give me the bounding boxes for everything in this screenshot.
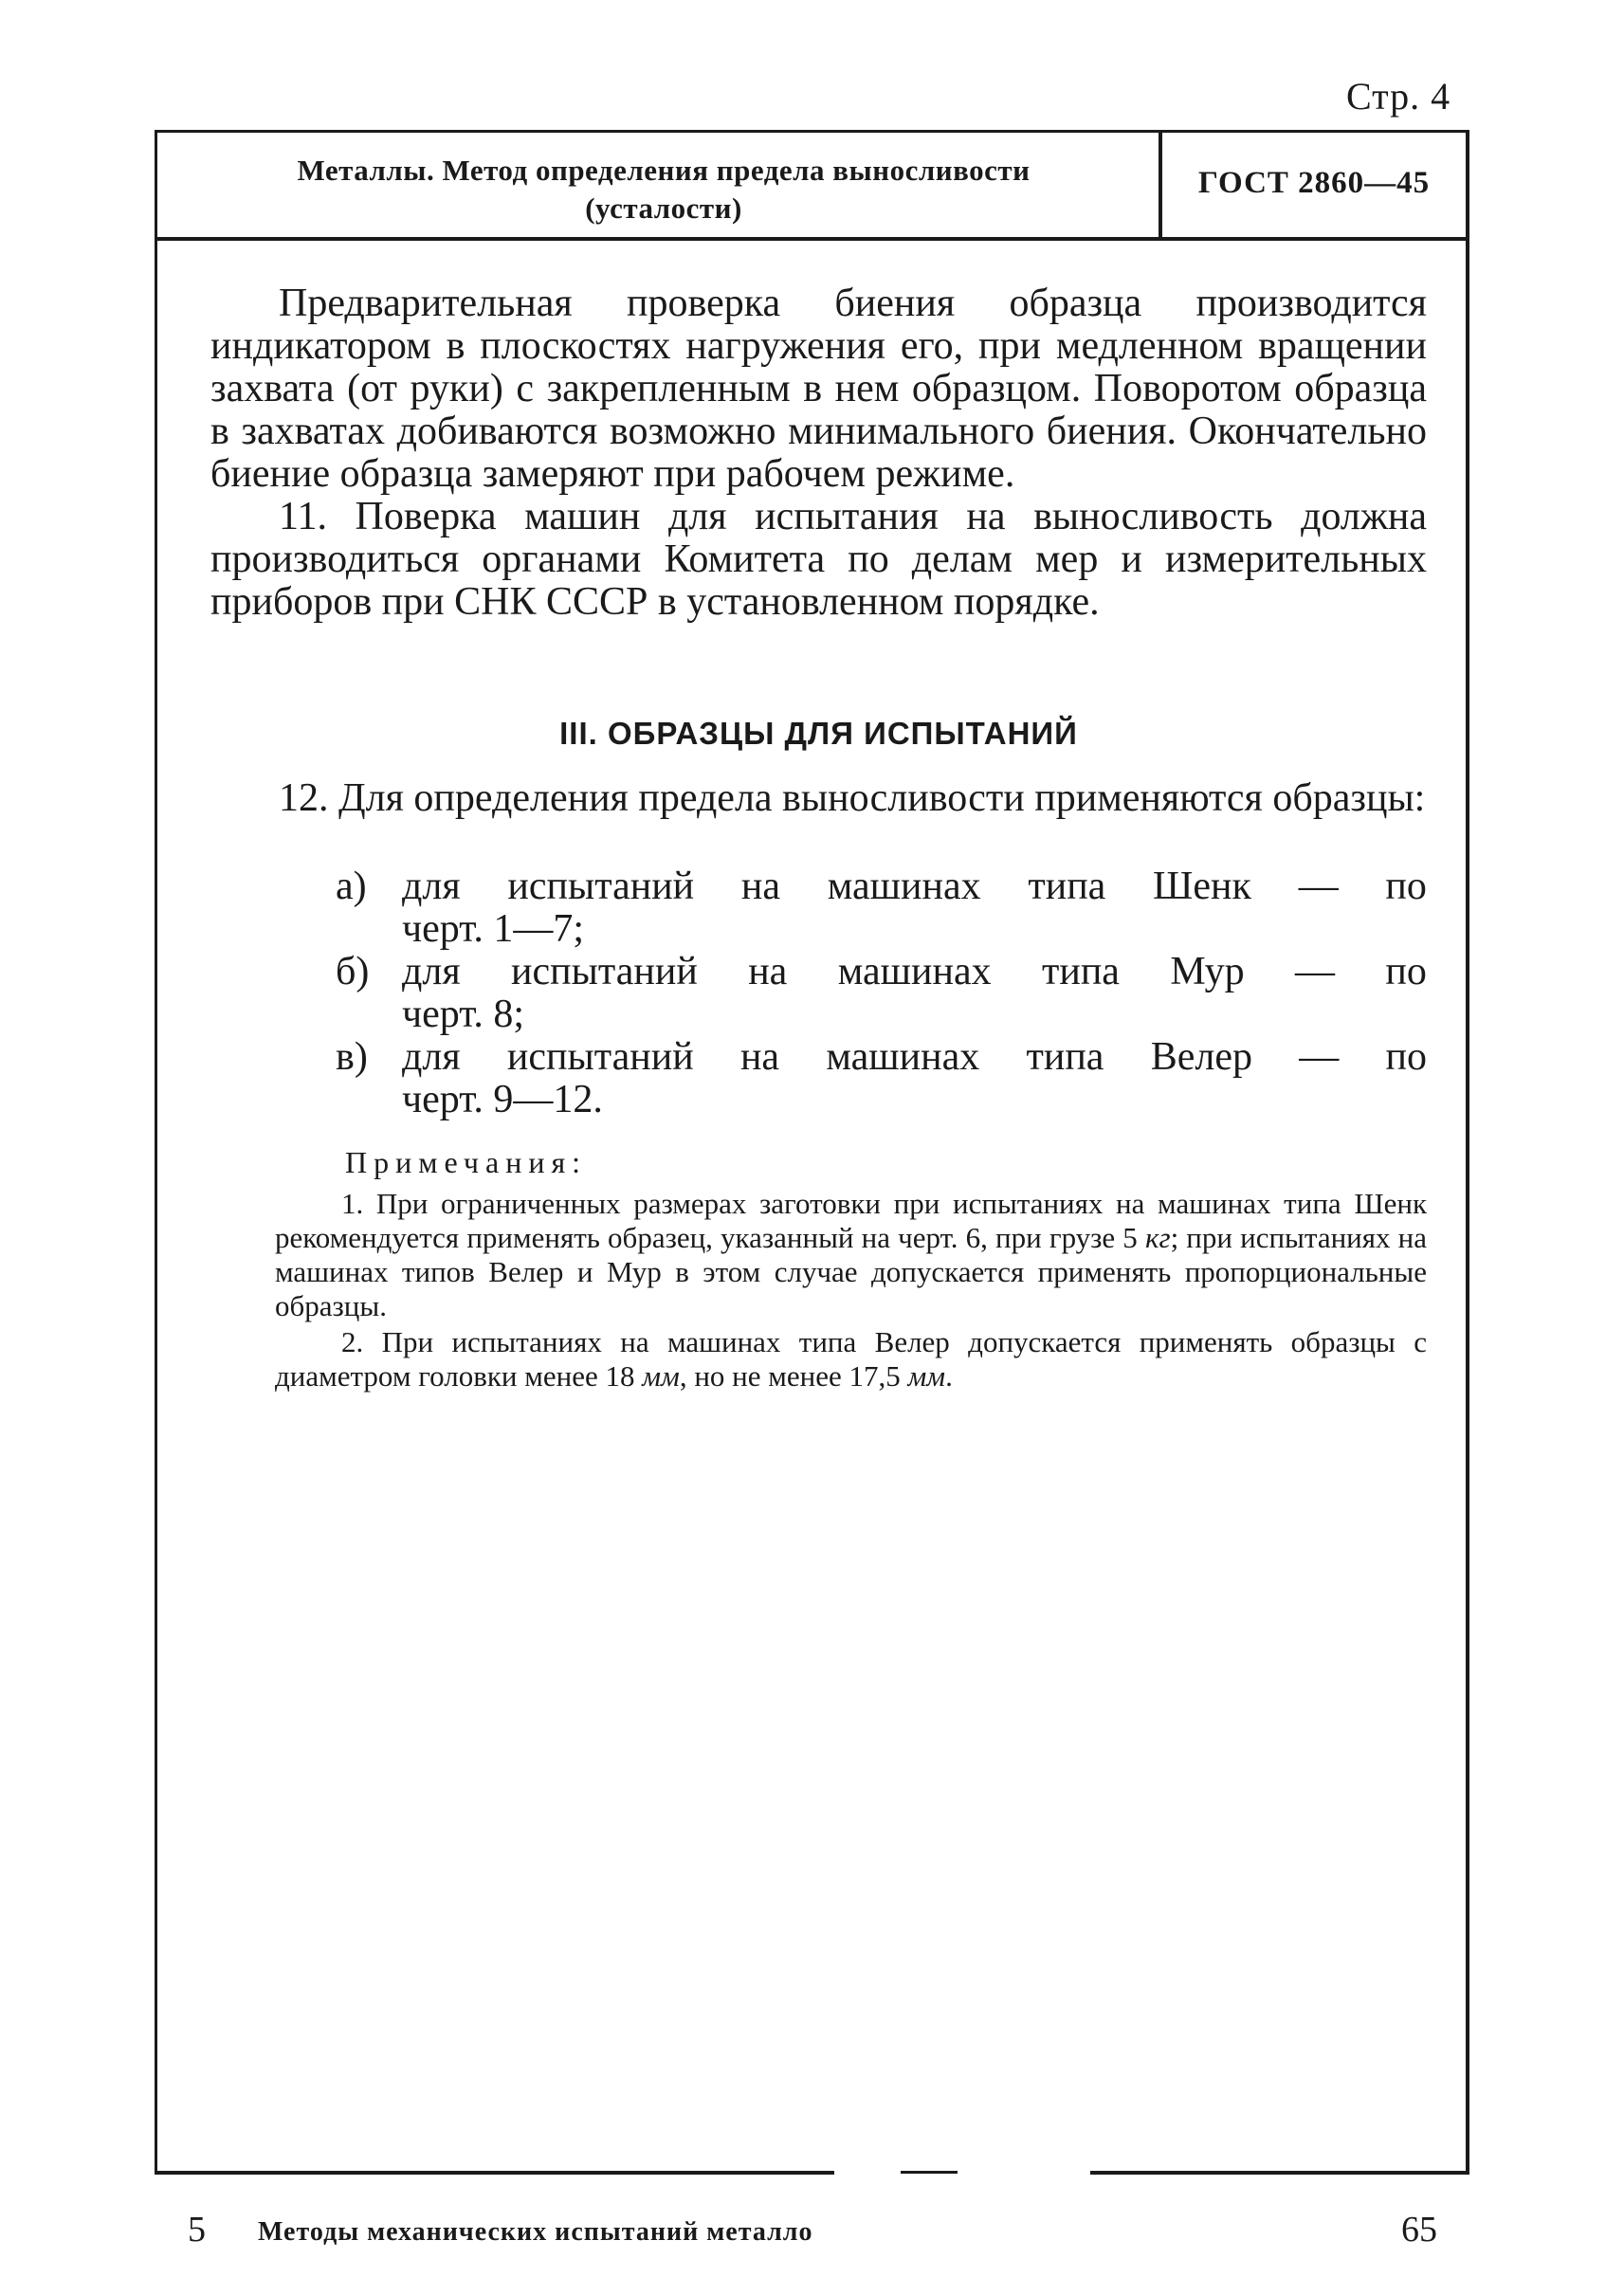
list-line: для испытаний на машинах типа Мур — по xyxy=(402,950,1427,993)
footer-page-number: 65 xyxy=(1401,2210,1437,2249)
section-title: III. ОБРАЗЦЫ ДЛЯ ИСПЫТАНИЙ xyxy=(559,716,1078,751)
notes-heading: Примечания: xyxy=(345,1145,588,1179)
list-item xyxy=(336,1036,1427,1121)
list-item xyxy=(336,951,1427,1036)
unit-mm: мм xyxy=(907,1359,946,1393)
footer-rule xyxy=(901,2171,958,2174)
note-2: 2. При испытаниях на машинах типа Велер допускается применять образцы с диаметром головки менее 18 мм, но не менее 17,5 мм. xyxy=(275,1325,1427,1393)
header-bottom-line xyxy=(155,237,1469,241)
paragraph-11: 11. Поверка машин для испытания на выносливость должна производиться органами Комитета по делам мер и измерительных приборов при СНК СССР в установленном порядке. xyxy=(210,495,1427,624)
page-number: Стр. 4 xyxy=(1346,75,1451,118)
notes xyxy=(275,1187,1427,1395)
list-item xyxy=(336,865,1427,951)
unit-mm: мм xyxy=(642,1359,680,1393)
list-marker: а) xyxy=(336,865,367,908)
unit-kg: кг xyxy=(1144,1221,1171,1254)
list-line: для испытаний на машинах типа Шенк — по xyxy=(402,865,1427,908)
list-line: черт. 8; xyxy=(402,993,525,1036)
footer-book-title: Методы механических испытаний металло xyxy=(258,2217,813,2247)
list-marker: б) xyxy=(336,950,370,993)
frame-top-line xyxy=(155,130,1469,133)
list-marker: в) xyxy=(336,1035,368,1079)
frame-left-line xyxy=(155,130,157,2175)
paragraph-12: 12. Для определения предела выносливости применяются образцы: xyxy=(279,776,1426,820)
footer-rule xyxy=(155,2171,834,2175)
header-title xyxy=(190,152,1138,228)
frame-right-line xyxy=(1466,130,1469,2175)
footer-signature: 5 xyxy=(188,2210,206,2249)
list-line: черт. 1—7; xyxy=(402,907,585,951)
header-title-line1: Металлы. Метод определения предела выносливости xyxy=(297,154,1031,187)
list-line: черт. 9—12. xyxy=(402,1078,603,1121)
list-line: для испытаний на машинах типа Велер — по xyxy=(402,1035,1427,1079)
paragraph-10-continuation: Предварительная проверка биения образца производится индикатором в плоскостях нагружения его, при медленном вращении захвата (от руки) с закрепленным в нем образцом. Поворотом образца в захватах добиваются возможно минимального биения. Окончательно биение образца замеряют при рабочем режиме. xyxy=(210,282,1427,496)
standard-number: ГОСТ 2860—45 xyxy=(1197,166,1431,200)
header-title-line2: (усталости) xyxy=(585,191,742,225)
footer-rule xyxy=(1090,2171,1469,2175)
specimen-list xyxy=(336,865,1427,1121)
note-1: 1. При ограниченных размерах заготовки при испытаниях на машинах типа Шенк рекомендуется применять образец, указанный на черт. 6, при грузе 5 кг; при испытаниях на машинах типов Велер и Мур в этом случае допускается применять пропорциональные образцы. xyxy=(275,1187,1427,1322)
body-text xyxy=(210,282,1427,624)
